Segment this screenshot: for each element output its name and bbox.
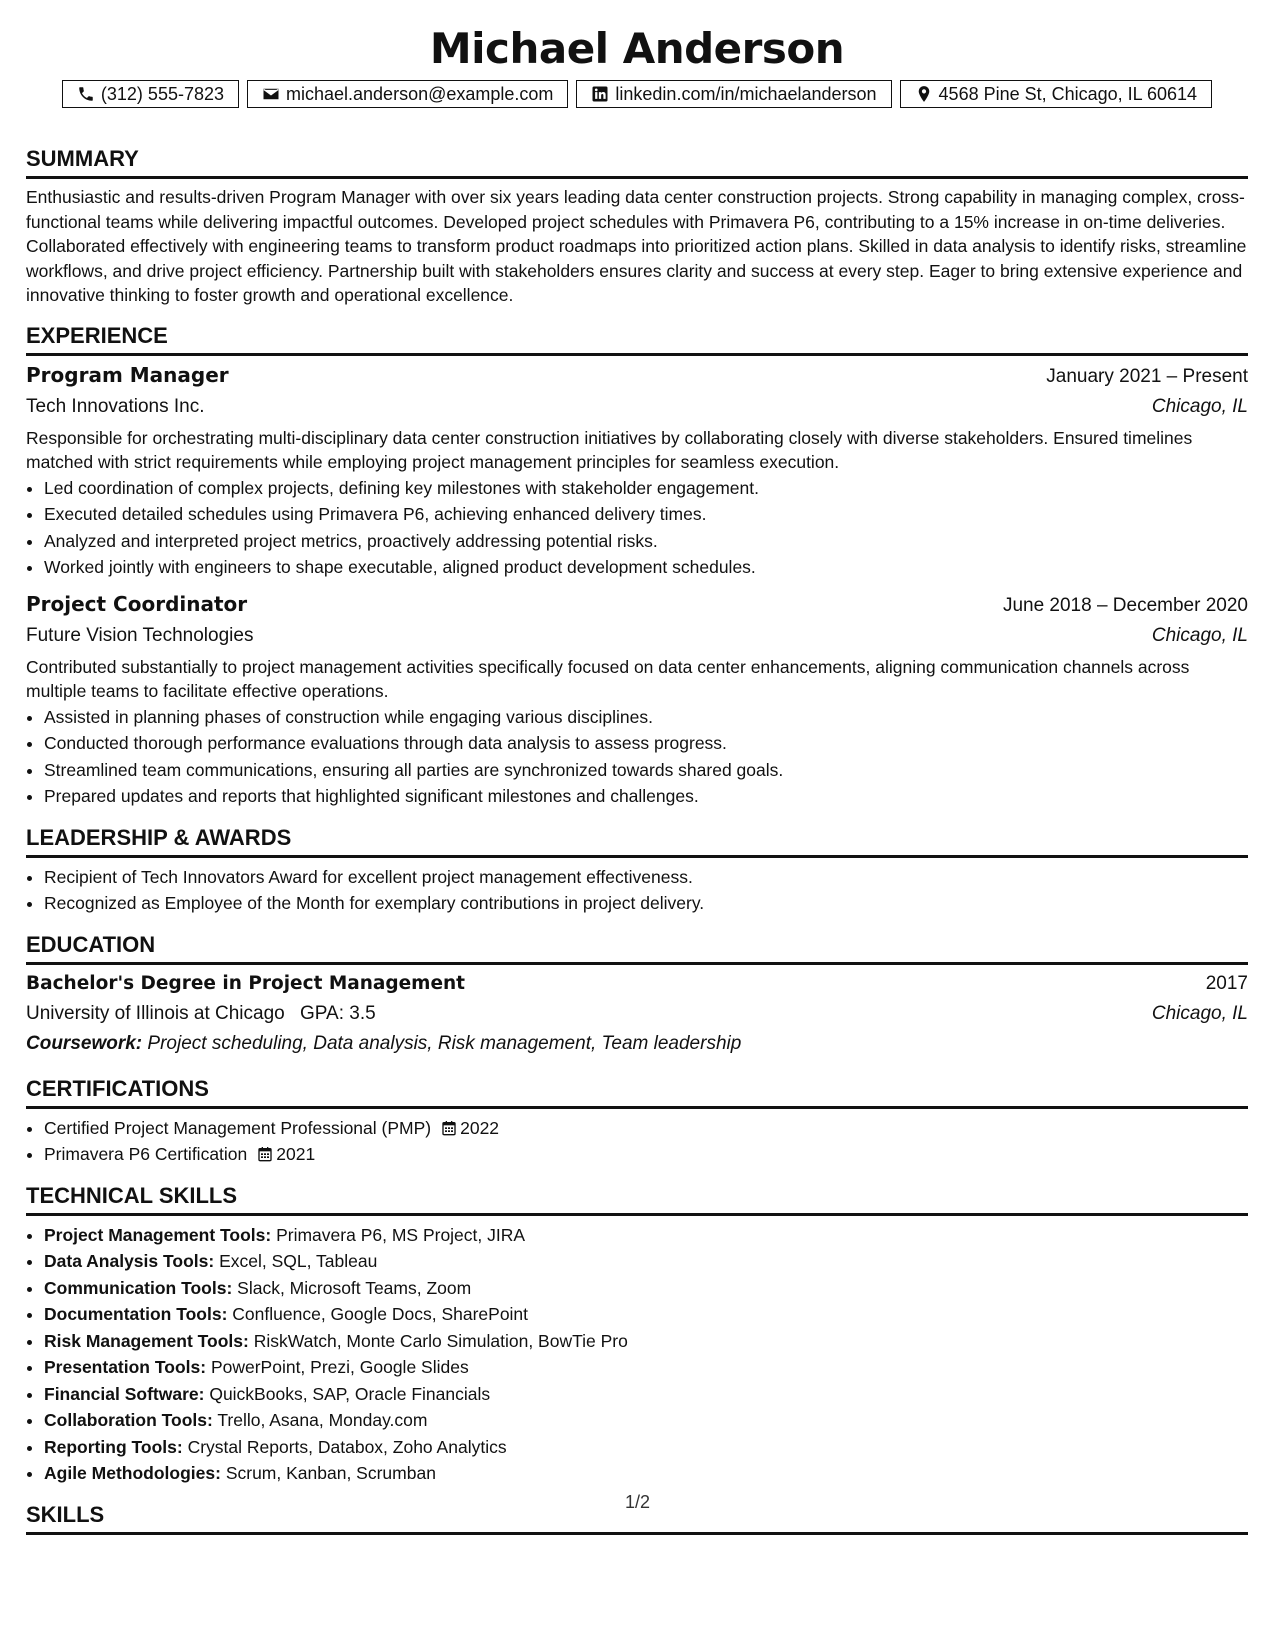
skill-value: Slack, Microsoft Teams, Zoom — [237, 1277, 472, 1298]
summary-section — [26, 145, 1248, 308]
list-item — [44, 1248, 1248, 1275]
skill-label: Risk Management Tools: — [44, 1330, 249, 1351]
skill-value: Trello, Asana, Monday.com — [217, 1410, 428, 1430]
technical-skills-list — [26, 1222, 1248, 1487]
job-role: Project Coordinator — [26, 591, 248, 616]
list-item: • Worked jointly with engineers to shape executable, aligned product development schedules. — [44, 554, 1248, 581]
skill-label: Communication Tools: — [44, 1277, 233, 1298]
job-description: Responsible for orchestrating multi-disciplinary data center construction initiatives by collaborating closely with diverse stakeholders. Ensured timelines matched with strict requirements while employing project management principles for seamless execution. — [26, 427, 1193, 472]
skill-value: Primavera P6, MS Project, JIRA — [276, 1224, 526, 1245]
skill-label: Presentation Tools: — [44, 1357, 207, 1377]
list-item: • Conducted thorough performance evaluations through data analysis to assess progress. — [44, 730, 1248, 757]
page-number: 1/2 — [624, 1492, 651, 1512]
skill-value: Crystal Reports, Databox, Zoho Analytics — [187, 1436, 507, 1457]
section-title: TECHNICAL SKILLS — [26, 1182, 1248, 1216]
skill-value: QuickBooks, SAP, Oracle Financials — [209, 1383, 491, 1404]
section-title: SKILLS — [26, 1501, 1248, 1535]
skill-value: PowerPoint, Prezi, Google Slides — [210, 1357, 469, 1377]
job-company: Future Vision Technologies — [26, 624, 254, 646]
list-item — [44, 1354, 1248, 1381]
calendar-icon — [441, 1120, 457, 1136]
list-item — [44, 1275, 1248, 1302]
skill-value: Confluence, Google Docs, SharePoint — [232, 1304, 529, 1324]
phone-icon — [77, 85, 95, 103]
job-description: Contributed substantially to project management activities specifically focused on data center enhancements, aligning communication channels across multiple teams to facilitate effective operations. — [26, 656, 1190, 701]
map-marker-icon — [915, 85, 933, 103]
job-location: Chicago, IL — [1151, 624, 1248, 646]
education-section — [26, 931, 1248, 1059]
section-title: LEADERSHIP & AWARDS — [26, 824, 1248, 858]
list-item: • Led coordination of complex projects, defining key milestones with stakeholder engagement. — [44, 475, 1248, 502]
job-dates: June 2018 – December 2020 — [1002, 594, 1248, 616]
list-item: • Streamlined team communications, ensuring all parties are synchronized towards shared goals. — [44, 757, 1248, 784]
section-title: SUMMARY — [26, 145, 1248, 179]
address-text: 4568 Pine St, Chicago, IL 60614 — [938, 83, 1198, 104]
technical-skills-section — [26, 1182, 1248, 1487]
list-item — [44, 1460, 1248, 1487]
job-entry — [26, 360, 1248, 581]
job-company: Tech Innovations Inc. — [26, 395, 205, 417]
job-location: Chicago, IL — [1151, 395, 1248, 417]
skill-label: Reporting Tools: — [44, 1436, 183, 1457]
gpa: GPA: 3.5 — [300, 1002, 376, 1024]
job-entry — [26, 589, 1248, 810]
list-item: • Recognized as Employee of the Month for exemplary contributions in project delivery. — [44, 890, 1248, 917]
contact-email[interactable] — [247, 80, 568, 108]
skill-value: RiskWatch, Monte Carlo Simulation, BowTie Pro — [253, 1330, 628, 1351]
skill-label: Collaboration Tools: — [44, 1410, 213, 1430]
envelope-icon — [262, 85, 280, 103]
leadership-list — [26, 864, 1248, 917]
list-item — [44, 1141, 1248, 1168]
certifications-section — [26, 1075, 1248, 1168]
skill-label: Project Management Tools: — [44, 1224, 272, 1245]
degree-title: Bachelor's Degree in Project Management — [26, 972, 466, 994]
list-item: • Analyzed and interpreted project metrics, proactively addressing potential risks. — [44, 528, 1248, 555]
list-item: • Assisted in planning phases of construction while engaging various disciplines. — [44, 704, 1248, 731]
email-text: michael.anderson@example.com — [286, 83, 554, 104]
coursework-text: Project scheduling, Data analysis, Risk management, Team leadership — [147, 1032, 742, 1054]
list-item — [44, 1115, 1248, 1142]
candidate-name: Michael Anderson — [429, 24, 845, 73]
linkedin-icon — [591, 85, 609, 103]
experience-section — [26, 322, 1248, 810]
job-role: Program Manager — [26, 362, 229, 387]
skill-label: Agile Methodologies: — [44, 1463, 221, 1483]
certification-name: Certified Project Management Professional (PMP) — [44, 1117, 432, 1138]
certification-year: 2022 — [460, 1117, 500, 1138]
list-item: • Recipient of Tech Innovators Award for excellent project management effectiveness. — [44, 864, 1248, 891]
skill-label: Data Analysis Tools: — [44, 1251, 215, 1271]
list-item — [44, 1301, 1248, 1328]
list-item — [44, 1328, 1248, 1355]
certification-name: Primavera P6 Certification — [44, 1144, 248, 1164]
list-item: • Prepared updates and reports that highlighted significant milestones and challenges. — [44, 783, 1248, 810]
section-title: CERTIFICATIONS — [26, 1075, 1248, 1109]
list-item — [44, 1407, 1248, 1434]
phone-text: (312) 555-7823 — [100, 83, 224, 104]
contact-phone[interactable] — [62, 80, 239, 108]
skill-label: Documentation Tools: — [44, 1304, 228, 1324]
list-item: • Executed detailed schedules using Primavera P6, achieving enhanced delivery times. — [44, 501, 1248, 528]
list-item — [44, 1222, 1248, 1249]
leadership-section — [26, 824, 1248, 917]
section-title: EXPERIENCE — [26, 322, 1248, 356]
job-bullets — [26, 704, 1248, 810]
summary-text: Enthusiastic and results-driven Program Manager with over six years leading data center construction projects. Strong capability in managing complex, cross-functional teams while delivering impactful outcomes. Developed project schedules with Primavera P6, contributing to a 15% increase in on-time deliveries. Collaborated effectively with engineering teams to transform product roadmaps into prioritized action plans. Skilled in data analysis to identify risks, streamline workflows, and drive project efficiency. Partnership built with stakeholders ensures clarity and success at every step. Eager to bring extensive experience and innovative thinking to foster growth and operational excellence. — [26, 187, 1247, 305]
school-name: University of Illinois at Chicago — [26, 1002, 285, 1024]
section-title: EDUCATION — [26, 931, 1248, 965]
linkedin-text: linkedin.com/in/michaelanderson — [615, 83, 877, 104]
certifications-list — [26, 1115, 1248, 1168]
certification-year: 2021 — [276, 1144, 316, 1164]
calendar-icon — [257, 1146, 273, 1162]
list-item — [44, 1434, 1248, 1461]
contact-linkedin[interactable] — [576, 80, 891, 108]
contact-bar — [26, 80, 1248, 108]
contact-address[interactable] — [900, 80, 1213, 108]
skill-value: Scrum, Kanban, Scrumban — [225, 1463, 436, 1483]
list-item — [44, 1381, 1248, 1408]
job-bullets — [26, 475, 1248, 581]
school-location: Chicago, IL — [1151, 1002, 1248, 1024]
coursework — [26, 1029, 1248, 1059]
resume-page — [26, 0, 1248, 1535]
skill-value: Excel, SQL, Tableau — [219, 1251, 378, 1271]
graduation-year: 2017 — [1205, 972, 1248, 994]
job-dates: January 2021 – Present — [1046, 365, 1248, 387]
skill-label: Financial Software: — [44, 1383, 205, 1404]
coursework-label: Coursework: — [26, 1032, 143, 1054]
